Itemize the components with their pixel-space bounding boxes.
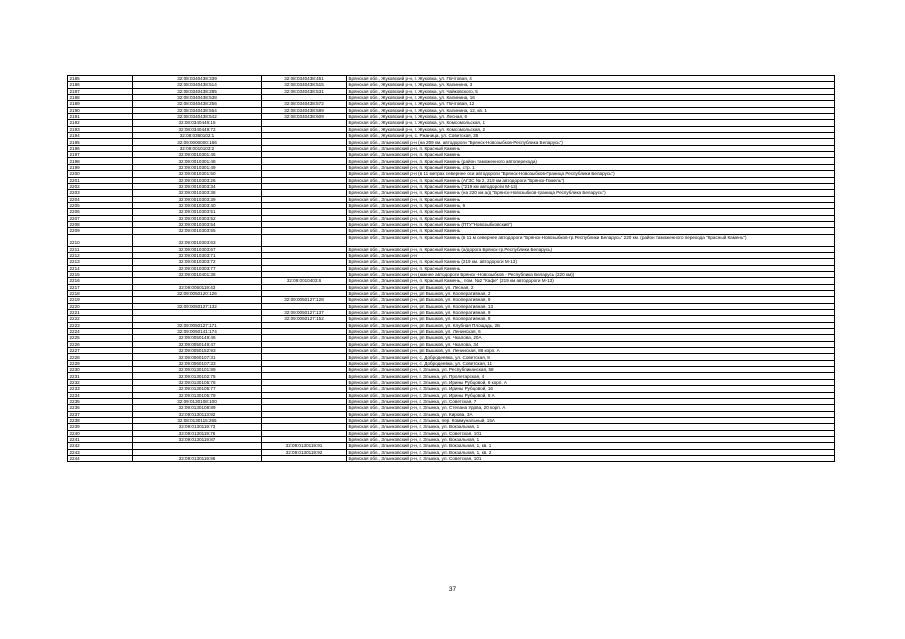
row-number: 2198 [68,158,133,164]
cadastral-number-cell: 32:09:0010303:34 [133,183,262,189]
cadastral-number-cell: 32:09:0010301:50 [133,171,262,177]
row-number: 2239 [68,424,133,430]
row-number: 2222 [68,316,133,322]
cadastral-number-cell: 32:09:0010303:52 [133,215,262,221]
premises-cadastral-number-cell: 32:08:0340438:589 [262,107,347,113]
row-number: 2193 [68,126,133,132]
row-number: 2195 [68,139,133,145]
premises-cadastral-number-cell [262,455,347,461]
premises-cadastral-number-cell: 32:08:0340438:451 [262,76,347,82]
address-cell: Брянская обл., Злынковский р-н, г. Злынка, ул. Вокзальная, 1 [347,424,835,430]
address-cell: Брянская обл., Злынковский р-н, п. Красный Камень [347,265,835,271]
premises-cadastral-number-cell: 32:09:0050127:128 [262,297,347,303]
cadastral-number-cell: 32:09:0000000:166 [133,139,262,145]
row-number: 2209 [68,228,133,234]
row-number: 2243 [68,449,133,455]
cadastral-number-cell: 32:08:0340438:256 [133,101,262,107]
premises-cadastral-number-cell: 32:09:0130119:91 [262,443,347,449]
address-cell: Брянская обл., Злынковский р-н, п. Красный Камень (АГЗС № 2, 219 км автодороги "Брянск-Гомель") [347,177,835,183]
address-cell: Брянская обл., Злынковский р-н, г. Злынка, пер. Коммунальный, 15А [347,417,835,423]
row-number: 2210 [68,234,133,246]
address-cell: Брянская обл., Жуковский р-н, г. Жуковка, ул. Калинина, 16 [347,95,835,101]
row-number: 2194 [68,133,133,139]
cadastral-number-cell: 32:09:0130105:76 [133,379,262,385]
address-cell: Брянская обл., Злынковский р-н, п. Красный Камень [347,196,835,202]
address-cell: Брянская обл., Злынковский р-н, рп Вышков, ул. Чкалова, 34 [347,341,835,347]
row-number: 2231 [68,373,133,379]
address-cell: Брянская обл., Злынковский р-н, п. Красный Камень [347,228,835,234]
cadastral-number-cell: 32:09:0010303:40 [133,202,262,208]
address-cell: Брянская обл., Злынковский р-н, г. Злынка, ул. Советская, 101 [347,455,835,461]
address-cell: Брянская обл., Злынковский р-н, рп Вышков, ул. Лесная, 2 [347,284,835,290]
cadastral-number-cell: 32:09:0010103:2 [133,145,262,151]
address-cell: Брянская обл., Злынковский р-н, г. Злынка, ул. Ирины Рубцовой, 16 [347,386,835,392]
cadastral-number-cell: 32:09:0010401:38 [133,271,262,277]
address-cell: Брянская обл., Злынковский р-н, п. Красный Камень [347,145,835,151]
cadastral-number-cell: 32:09:0130108:100 [133,398,262,404]
row-number: 2199 [68,164,133,170]
cadastral-number-cell: 32:08:0340438:554 [133,107,262,113]
row-number: 2240 [68,430,133,436]
row-number: 2217 [68,284,133,290]
row-number: 2201 [68,177,133,183]
address-cell: Брянская обл., Злынковский р-н, с. Добродеевка, ул. Советская, 8 [347,354,835,360]
row-number: 2237 [68,411,133,417]
address-cell: Брянская обл., Злынковский р-н, п. Красный Камень (в 11 м севернее автодороги "Брянск-Новозыбков-гр.Республики Беларусь" 220 км. (район таможенного перехода "Красный Камень") [347,234,835,246]
address-cell: Брянская обл., Злынковский р-н, г. Злынка, ул. Ирины Рубцовой, 8 А [347,392,835,398]
cadastral-number-cell: 32:09:0060107:33 [133,360,262,366]
cadastral-number-cell: 32:09:0060107:31 [133,354,262,360]
row-number: 2187 [68,88,133,94]
address-cell: Брянская обл., Злынковский р-н, п. Красный Камень (а/дорога Брянск-гр.Республики Беларусь) [347,246,835,252]
row-number: 2207 [68,215,133,221]
cadastral-number-cell: 32:09:0050127:171 [133,322,262,328]
row-number: 2208 [68,221,133,227]
cadastral-number-cell: 32:09:0130119:76 [133,430,262,436]
cadastral-number-cell: 32:08:0130115:265 [133,417,262,423]
row-number: 2211 [68,246,133,252]
address-cell: Брянская обл., Злынковский р-н, п. Красный Камень (район таможенного автоперехода) [347,158,835,164]
cadastral-number-cell: 32:09:0010301:48 [133,158,262,164]
cadastral-number-cell: 32:09:0010303:67 [133,246,262,252]
row-number: 2214 [68,265,133,271]
address-cell: Брянская обл., Злынковский р-н, рп Вышков, ул. Кооперативная, 13 [347,303,835,309]
premises-cadastral-number-cell [262,234,347,246]
address-cell: Брянская обл., Злынковский р-н, рп Вышков, ул. Чкалова, 20А [347,335,835,341]
address-cell: Брянская обл., Жуковский р-н, с. Ржаница, ул. Советская, 35 [347,133,835,139]
row-number: 2244 [68,455,133,461]
row-number: 2192 [68,120,133,126]
registry-table [67,75,835,462]
row-number: 2227 [68,348,133,354]
premises-cadastral-number-cell: 32:09:0130119:92 [262,449,347,455]
address-cell: Брянская обл., Злынковский р-н, п. Красный Камень (ПТУ"Новозыбковский") [347,221,835,227]
row-number: 2196 [68,145,133,151]
cadastral-number-cell: 32:09:0010303:38 [133,190,262,196]
row-number: 2197 [68,152,133,158]
address-cell: Брянская обл., Злынковский р-н, п. Красный Камень [347,209,835,215]
address-cell: Брянская обл., Злынковский р-н, г. Злынка, ул. Вокзальная, 1 [347,436,835,442]
row-number: 2223 [68,322,133,328]
cadastral-number-cell: 32:09:0130119:96 [133,455,262,461]
premises-cadastral-number-cell: 32:08:0340438:609 [262,114,347,120]
address-cell: Брянская обл., Жуковский р-н, г. Жуковка, ул. Комсомольская, 2 [347,126,835,132]
cadastral-number-cell: 32:09:0130105:77 [133,386,262,392]
table-row [68,234,835,246]
address-cell: Брянская обл., Злынковский р-н, с. Добродеевка, ул. Советская, 11 [347,360,835,366]
premises-cadastral-number-cell: 32:08:0340438:572 [262,101,347,107]
row-number: 2203 [68,190,133,196]
row-number: 2226 [68,341,133,347]
row-number: 2225 [68,335,133,341]
row-number: 2212 [68,252,133,258]
address-cell: Брянская обл., Жуковский р-н, г. Жуковка, ул. Почтовая, 4 [347,76,835,82]
cadastral-number-cell: 32:09:0130119:73 [133,424,262,430]
row-number: 2215 [68,271,133,277]
premises-cadastral-number-cell: 32:09:0010403:6 [262,278,347,284]
premises-cadastral-number-cell: 32:09:0050127:137 [262,310,347,316]
table-row [68,455,835,461]
address-cell: Брянская обл., Злынковский р-н, рп Вышков, ул. Кооперативная, 9 [347,297,835,303]
cadastral-number-cell: 32:08:0340438:514 [133,82,262,88]
address-cell: Брянская обл., Злынковский р-н [347,252,835,258]
cadastral-number-cell: 32:09:0050119:43 [133,284,262,290]
row-number: 2242 [68,443,133,449]
row-number: 2236 [68,405,133,411]
premises-cadastral-number-cell: 32:08:0340438:515 [262,82,347,88]
row-number: 2190 [68,107,133,113]
cadastral-number-cell: 32:08:0340438:339 [133,76,262,82]
cadastral-number-cell: 32:09:0130108:89 [133,405,262,411]
row-number: 2216 [68,278,133,284]
address-cell: Брянская обл., Злынковский р-н (в 11 метрах севернее оси автодороги "Брянск-Новозыбков-Граница Республики Беларусь") [347,171,835,177]
row-number: 2228 [68,354,133,360]
cadastral-number-cell: 32:09:0010303:39 [133,196,262,202]
row-number: 2220 [68,303,133,309]
row-number: 2224 [68,329,133,335]
row-number: 2213 [68,259,133,265]
address-cell: Брянская обл., Злынковский р-н, рп Вышков, ул. Клубная Площадь, 2Б [347,322,835,328]
cadastral-number-cell: 32:09:0130105:79 [133,392,262,398]
address-cell: Брянская обл., Злынковский р-н, п. Красный Камень, 6 [347,202,835,208]
cadastral-number-cell: 32:09:0050149:46 [133,335,262,341]
address-cell: Брянская обл., Злынковский р-н, г. Злынка, ул. Вокзальная, 1, кв. 2 [347,449,835,455]
row-number: 2206 [68,209,133,215]
row-number: 2241 [68,436,133,442]
address-cell: Брянская обл., Злынковский р-н, п. Красный Камень,, пом. №2 "Кафе" (219 км автодороги М-13) [347,278,835,284]
row-number: 2234 [68,392,133,398]
address-cell: Брянская обл., Злынковский р-н, п. Красный Камень (на 220 км а/д "Брянск-Новозыбков-граница Республика Беларусь") [347,190,835,196]
address-cell: Брянская обл., Злынковский р-н, г. Злынка, ул. Пролетарская, 4 [347,373,835,379]
cadastral-number-cell: 32:09:0010303:71 [133,252,262,258]
registry-table-body [68,76,835,462]
address-cell: Брянская обл., Злынковский р-н, п. Красный Камень ("219 км автодороги М-13) [347,183,835,189]
address-cell: Брянская обл., Жуковский р-н, г. Жуковка, ул. Комсомольская, 1 [347,120,835,126]
address-cell: Брянская обл., Жуковский р-н, г. Жуковка, ул. Чайковского, 5 [347,88,835,94]
row-number: 2185 [68,76,133,82]
cadastral-number-cell: 32:09:0010301:49 [133,164,262,170]
row-number: 2218 [68,291,133,297]
address-cell: Брянская обл., Злынковский р-н, рп Вышков, ул. Ленинская, 6 [347,329,835,335]
premises-cadastral-number-cell: 32:09:0050127:152 [262,316,347,322]
cadastral-number-cell: 32:09:0010301:46 [133,152,262,158]
cadastral-number-cell: 32:08:0340438:542 [133,114,262,120]
cadastral-number-cell: 32:09:0130102:75 [133,373,262,379]
address-cell: Брянская обл., Жуковский р-н, г. Жуковка, ул. Лесная, 6 [347,114,835,120]
address-cell: Брянская обл., Злынковский р-н, рп Вышков, ул. Ленинская, 88 корп. А [347,348,835,354]
row-number: 2191 [68,114,133,120]
cadastral-number-cell: 32:09:0010303:55 [133,228,262,234]
cadastral-number-cell: 32:09:0050127:132 [133,303,262,309]
address-cell: Брянская обл., Жуковский р-н, г. Жуковка, ул. Калинина, 12, кв. 1 [347,107,835,113]
address-cell: Брянская обл., Жуковский р-н, г. Жуковка, ул. Почтовая, 12 [347,101,835,107]
cadastral-number-cell: 32:09:0050149:47 [133,341,262,347]
row-number: 2221 [68,310,133,316]
cadastral-number-cell: 32:09:0010303:77 [133,265,262,271]
cadastral-number-cell: 32:09:0130101:89 [133,367,262,373]
row-number: 2233 [68,386,133,392]
address-cell: Брянская обл., Жуковский р-н, г. Жуковка, ул. Калинина, 3 [347,82,835,88]
cadastral-number-cell: 32:09:0010303:72 [133,259,262,265]
cadastral-number-cell: 32:09:0050141:174 [133,329,262,335]
address-cell: Брянская обл., Злынковский р-н, г. Злынка, ул. Ирины Рубцовой, 8 корп. А [347,379,835,385]
address-cell: Брянская обл., Злынковский р-н, рп Вышков, ул. Кооперативная, 2 [347,291,835,297]
cadastral-number-cell: 32:09:0050120:126 [133,291,262,297]
address-cell: Брянская обл., Злынковский р-н, п. Красный Камень [347,215,835,221]
cadastral-number-cell: 32:09:0010303:63 [133,234,262,246]
cadastral-number-cell: 32:09:0010303:26 [133,177,262,183]
address-cell: Брянская обл., Злынковский р-н (на 209 км. автодороги "Брянск-Новозыбков-Республика Беларусь") [347,139,835,145]
row-number: 2230 [68,367,133,373]
row-number: 2189 [68,101,133,107]
cadastral-number-cell: 32:08:0340438:538 [133,95,262,101]
cadastral-number-cell: 32:08:0360102:1 [133,133,262,139]
row-number: 2235 [68,398,133,404]
address-cell: Брянская обл., Злынковский р-н, рп Вышков, ул. Кооперативная, 9 [347,316,835,322]
address-cell: Брянская обл., Злынковский р-н (южнее автодороги Брянск -Новозыбков - Республика Беларусь (220 км)) [347,271,835,277]
row-number: 2204 [68,196,133,202]
row-number: 2200 [68,171,133,177]
row-number: 2205 [68,202,133,208]
cadastral-number-cell: 32:09:0130119:87 [133,436,262,442]
address-cell: Брянская обл., Злынковский р-н, рп Вышков, ул. Кооперативная, 9 [347,310,835,316]
cadastral-number-cell: 32:09:0050152:93 [133,348,262,354]
premises-cadastral-number-cell: 32:08:0340438:531 [262,88,347,94]
row-number: 2229 [68,360,133,366]
row-number: 2202 [68,183,133,189]
address-cell: Брянская обл., Злынковский р-н, г. Злынка, ул. Советская, 7 [347,398,835,404]
cadastral-number-cell: 32:08:0340438:285 [133,88,262,94]
address-cell: Брянская обл., Злынковский р-н, г. Злынка, ул. Советская, 101 [347,430,835,436]
address-cell: Брянская обл., Злынковский р-н, п. Красный Камень, стр. 1 [347,164,835,170]
cadastral-number-cell: 32:08:0340446:15 [133,120,262,126]
address-cell: Брянская обл., Злынковский р-н, п. Красный Камень [347,152,835,158]
address-cell: Брянская обл., Злынковский р-н, г. Злынка, ул. Республиканская, 58 [347,367,835,373]
cadastral-number-cell: 32:09:0010303:51 [133,209,262,215]
address-cell: Брянская обл., Злынковский р-н, г. Злынка, ул. Кирова, 3А [347,411,835,417]
address-cell: Брянская обл., Злынковский р-н, п. Красный Камень (219 км. автодороги М-13) [347,259,835,265]
row-number: 2232 [68,379,133,385]
page-number: 37 [448,586,457,593]
row-number: 2219 [68,297,133,303]
cadastral-number-cell: 32:09:0130113:92 [133,411,262,417]
row-number: 2186 [68,82,133,88]
row-number: 2188 [68,95,133,101]
address-cell: Брянская обл., Злынковский р-н, г. Злынка, ул. Вокзальная, 1, кв. 1 [347,443,835,449]
row-number: 2238 [68,417,133,423]
cadastral-number-cell: 32:08:0340449:72 [133,126,262,132]
cadastral-number-cell: 32:09:0010303:54 [133,221,262,227]
address-cell: Брянская обл., Злынковский р-н, г. Злынка, ул. Степана Удова, 20 корп. А [347,405,835,411]
